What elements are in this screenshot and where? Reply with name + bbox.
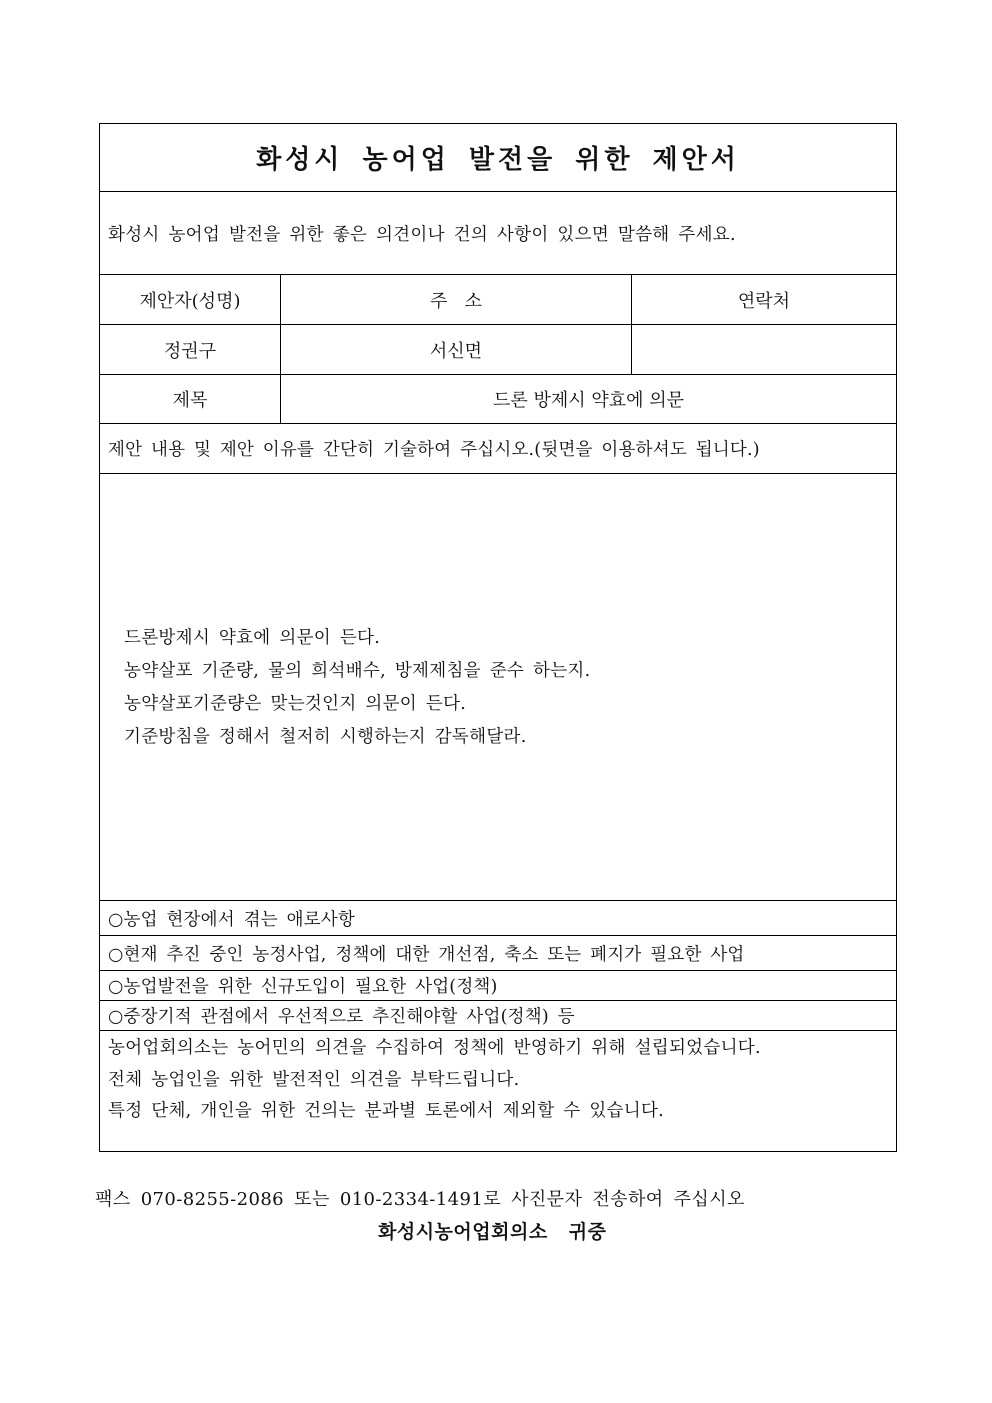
contact-value[interactable] bbox=[632, 325, 896, 374]
content-line: 농약살포 기준량, 물의 희석배수, 방제제침을 준수 하는지. bbox=[124, 661, 591, 681]
recipient: 화성시농어업회의소 귀중 bbox=[378, 1221, 607, 1243]
hint-item: ○농업 현장에서 겪는 애로사항 bbox=[100, 901, 896, 936]
content-line: 기준방침을 정해서 철저히 시행하는지 감독해달라. bbox=[124, 727, 527, 747]
subject-label: 제목 bbox=[100, 374, 281, 423]
content-lines bbox=[124, 622, 590, 754]
proposer-header: 제안자(성명) bbox=[100, 275, 281, 324]
form-intro: 화성시 농어업 발전을 위한 좋은 의견이나 건의 사항이 있으면 말씀해 주세요. bbox=[100, 192, 896, 275]
notice-line: 특정 단체, 개인을 위한 건의는 분과별 토론에서 제외할 수 있습니다. bbox=[108, 1101, 665, 1121]
subject-value[interactable]: 드론 방제시 약효에 의문 bbox=[492, 389, 685, 411]
address-value[interactable]: 서신면 bbox=[281, 325, 632, 374]
notice-line: 전체 농업인을 위한 발전적인 의견을 부탁드립니다. bbox=[108, 1069, 520, 1090]
content-line: 농약살포기준량은 맞는것인지 의문이 든다. bbox=[124, 694, 467, 714]
proposer-value[interactable]: 정권구 bbox=[100, 325, 281, 374]
header-row bbox=[100, 275, 896, 325]
form-title: 화성시 농어업 발전을 위한 제안서 bbox=[100, 124, 896, 192]
fax-instruction: 팩스 070-8255-2086 또는 010-2334-1491로 사진문자 전송하여 주십시오 bbox=[95, 1189, 745, 1210]
content-area[interactable] bbox=[100, 474, 896, 901]
values-row bbox=[100, 325, 896, 375]
notice-line: 농어업회의소는 농어민의 의견을 수집하여 정책에 반영하기 위해 설립되었습니다. bbox=[108, 1038, 761, 1058]
hint-item: ○중장기적 관점에서 우선적으로 추진해야할 사업(정책) 등 bbox=[100, 1001, 896, 1031]
subject-row bbox=[100, 374, 896, 424]
hint-item: ○농업발전을 위한 신규도입이 필요한 사업(정책) bbox=[100, 971, 896, 1001]
contact-header: 연락처 bbox=[737, 290, 791, 312]
proposal-form bbox=[99, 123, 897, 1152]
content-line: 드론방제시 약효에 의문이 든다. bbox=[124, 628, 381, 648]
address-header: 주 소 bbox=[281, 275, 632, 324]
notice-block bbox=[100, 1031, 896, 1151]
content-instruction: 제안 내용 및 제안 이유를 간단히 기술하여 주십시오.(뒷면을 이용하셔도 됩니다.) bbox=[100, 424, 896, 474]
hint-item: ○현재 추진 중인 농정사업, 정책에 대한 개선점, 축소 또는 폐지가 필요한 사업 bbox=[100, 936, 896, 971]
